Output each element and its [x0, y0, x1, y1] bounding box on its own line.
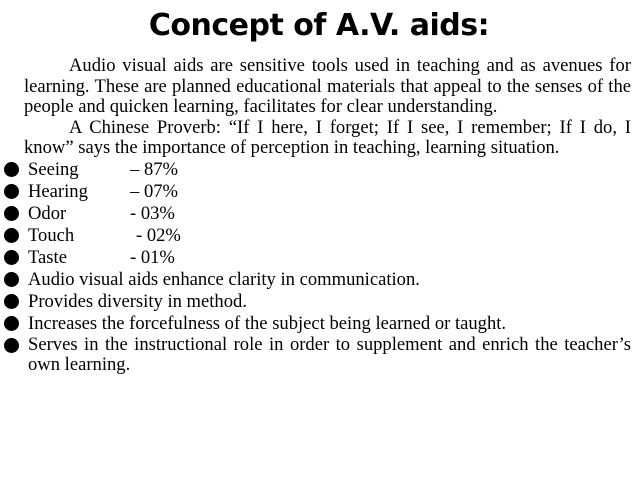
intro-paragraph-text: Audio visual aids are sensitive tools used in teaching and as avenues for learning. These are planned educational materials that appeal to the senses of the people and quicken learning, facilitates for clear understanding. — [24, 55, 631, 117]
bullet-dot-icon — [4, 206, 19, 221]
bullet-dot-icon — [4, 338, 19, 353]
sense-name: Seeing — [28, 158, 79, 180]
intro-paragraph — [24, 56, 631, 118]
sense-value: - 01% — [130, 246, 175, 268]
sense-item-touch — [4, 225, 631, 247]
sense-name: Hearing — [28, 180, 88, 202]
sense-item-odor — [4, 203, 631, 225]
point-text: Provides diversity in method. — [28, 290, 247, 312]
point-item — [4, 269, 631, 291]
sense-item-taste — [4, 247, 631, 269]
point-item — [4, 291, 631, 313]
bullet-dot-icon — [4, 228, 19, 243]
bullet-dot-icon — [4, 316, 19, 331]
point-text: Audio visual aids enhance clarity in communication. — [28, 268, 420, 290]
bullet-list — [4, 159, 631, 376]
bullet-dot-icon — [4, 250, 19, 265]
sense-item-hearing — [4, 181, 631, 203]
point-item — [4, 313, 631, 335]
point-item — [4, 335, 631, 376]
sense-value: – 07% — [130, 180, 179, 202]
proverb-paragraph — [24, 118, 631, 159]
sense-name: Odor — [28, 202, 67, 224]
point-text: Increases the forcefulness of the subject being learned or taught. — [28, 312, 507, 334]
sense-item-seeing — [4, 159, 631, 181]
bullet-dot-icon — [4, 162, 19, 177]
slide-body — [4, 56, 631, 376]
sense-name: Taste — [28, 246, 67, 268]
sense-value: - 02% — [136, 224, 181, 246]
bullet-dot-icon — [4, 184, 19, 199]
sense-name: Touch — [28, 224, 75, 246]
point-text: Serves in the instructional role in order to supplement and enrich the teacher’s own learning. — [28, 333, 631, 375]
bullet-dot-icon — [4, 272, 19, 287]
slide-title: Concept of A.V. aids: — [148, 8, 490, 43]
sense-value: - 03% — [130, 202, 175, 224]
proverb-paragraph-text: A Chinese Proverb: “If I here, I forget; If I see, I remember; If I do, I know” says the importance of perception in teaching, learning situation. — [24, 116, 631, 158]
bullet-dot-icon — [4, 294, 19, 309]
sense-value: – 87% — [130, 158, 179, 180]
